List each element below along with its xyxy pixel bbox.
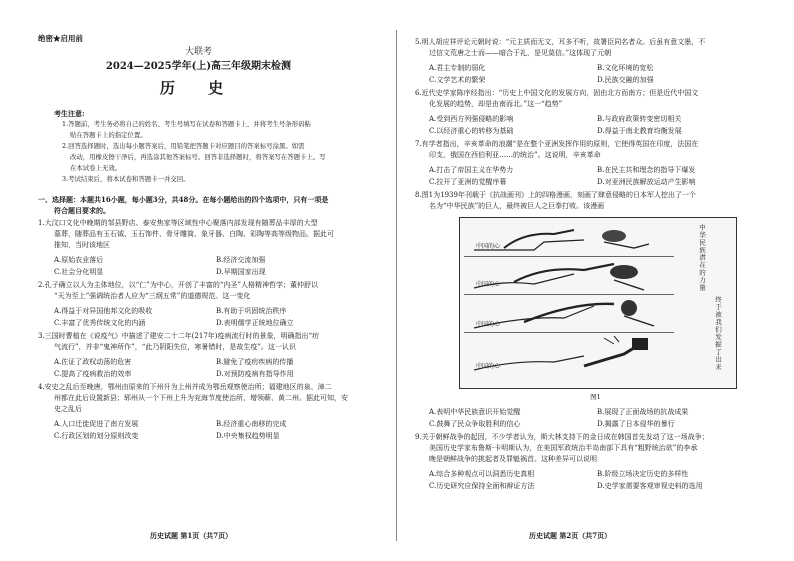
q5-option-b[interactable]: B.文化环境的宽松 xyxy=(597,64,654,72)
panel-label: 中国的心 xyxy=(476,363,501,370)
q6-stem: 化发展的趋势，却是由南而北。”这一“趋势” xyxy=(429,100,563,108)
page-footer: 历史试题 第1页（共7页） xyxy=(150,531,233,540)
panel-label: 中国的心 xyxy=(476,243,501,250)
q9-stem: 9.关于朝鲜战争的起因，不少学者认为，斯大林支持下的金日成在韩国首先发动了这一场战争； xyxy=(415,433,709,441)
panel-label: 中国的心 xyxy=(476,281,501,288)
q3-option-a[interactable]: A.佐证了政权动荡的危害 xyxy=(54,358,132,366)
q3-stem: 气流行”，并非“鬼神所作”，“此乃阴阳失位，寒暑错时，是故生疫”。这一认识 xyxy=(54,343,296,351)
q3-option-c[interactable]: C.提高了疫病救治的效率 xyxy=(54,370,132,378)
q4-option-a[interactable]: A.人口迁徙促进了南方发展 xyxy=(54,420,139,428)
q1-stem: 墓葬，随葬品有玉石钺、玉石饰件、骨牙雕筒、象牙器、白陶、彩陶等高等级物品。据此可 xyxy=(54,230,334,238)
q9-option-c[interactable]: C.历史研究应保持全面和辩证方法 xyxy=(429,482,535,490)
q2-option-c[interactable]: C.丰富了优秀传统文化的内涵 xyxy=(54,319,146,327)
q9-stem: 晚是朝鲜战争的挑起者及罪魁祸首。这种差异可以说明 xyxy=(429,455,597,463)
q3-stem: 3.三国时曹植在《说疫气》中描述了建安二十二年(217年)疫病流行时的景象，明确指出“疠 xyxy=(38,332,320,340)
q8-stem: 8.图1为1939年刊载于《抗战画刊》上的四格漫画，刻画了肆意侵略的日本军人挖出了一个 xyxy=(415,191,696,199)
q9-option-d[interactable]: D.史学家需要客观审视史料的选用 xyxy=(597,482,703,490)
subject-title: 历 史 xyxy=(159,79,238,97)
q2-option-b[interactable]: B.有助于巩固统治秩序 xyxy=(216,307,287,315)
q1-option-d[interactable]: D.早期国家出现 xyxy=(216,268,266,276)
q9-stem: 美国历史学家布鲁斯·卡明斯认为，在美国军政统治半岛南部下具有“粗野统治欲”的李承 xyxy=(429,444,698,452)
q5-stem: 5.明人胡应祥评论元朝时说：“元主质而无文，耳多不听，故署臣同名者众。后虽有意文墨，不 xyxy=(415,38,706,46)
exam-year: 2024—2025学年(上)高三年级期末检测 xyxy=(105,61,292,72)
q7-option-d[interactable]: D.对亚洲民族解放运动产生影响 xyxy=(597,178,696,186)
notice-line: 贴在答题卡上的指定位置。 xyxy=(70,131,147,139)
q7-option-a[interactable]: A.打击了帝国主义在华势力 xyxy=(429,166,514,174)
q2-option-d[interactable]: D.表明儒学正统地位确立 xyxy=(216,319,294,327)
q7-option-b[interactable]: B.在民主共和理念的指导下爆发 xyxy=(597,166,696,174)
q5-option-a[interactable]: A.君主专制的弱化 xyxy=(429,64,486,72)
figure-label: 图1 xyxy=(590,393,601,401)
section-header: 一、选择题：本题共16小题，每小题3分，共48分。在每小题给出的四个选项中，只有一项是 xyxy=(38,195,329,204)
q8-option-d[interactable]: D.揭露了日本侵华的暴行 xyxy=(597,420,675,428)
q4-option-b[interactable]: B.经济重心南移的完成 xyxy=(216,420,287,428)
q8-option-c[interactable]: C.鼓舞了民众争取胜利的信心 xyxy=(429,420,521,428)
figure-caption: 中华民族潜在的力量 xyxy=(698,224,706,292)
figure-caption: 终于被我们发掘了出来 xyxy=(714,296,722,371)
q2-stem: “天为至上”强调统治者人应为“三纲五常”的道德规范。这一变化 xyxy=(54,292,251,300)
notice-title: 考生注意: xyxy=(54,109,85,118)
q1-option-a[interactable]: A.原始农业落后 xyxy=(54,256,104,264)
q1-stem: 1.大汶口文化中晚期的邹县野店、泰安焦家等区域性中心聚落内部发现有随葬品丰厚的大型 xyxy=(38,219,318,227)
q1-option-b[interactable]: B.经济交流加强 xyxy=(216,256,266,264)
page-footer: 历史试题 第2页（共7页） xyxy=(529,531,612,540)
q9-option-a[interactable]: A.综合多种观点可以洞悉历史真相 xyxy=(429,470,535,478)
q4-stem: 州都在此后设置新县；郓州从一个下州上升为兖海节度使治所，增领蕲、黄二州。据此可知，安 xyxy=(54,394,348,402)
q4-option-d[interactable]: D.中央集权趋势明显 xyxy=(216,432,280,440)
cartoon-panel-1 xyxy=(464,222,674,257)
q7-stem: 印支，俄国在西伯利亚……的统治”。这说明，辛亥革命 xyxy=(429,151,601,159)
q4-stem: 4.安史之乱后至晚唐，鄂州由原来的下州升为上州并成为鄂岳观察使治所；福建地区的泉、漳二 xyxy=(38,383,332,391)
q9-option-b[interactable]: B.阶级立场决定历史的多样性 xyxy=(597,470,689,478)
q3-option-b[interactable]: B.避免了疫疠疾病的传播 xyxy=(216,358,294,366)
q6-option-c[interactable]: C.以经济重心的转移为基础 xyxy=(429,127,514,135)
notice-line: 1.答题前，考生务必将自己的姓名、考生号填写在试卷和答题卡上，并将考生号条形码粘 xyxy=(62,120,311,128)
q7-option-c[interactable]: C.拉开了亚洲的觉醒序幕 xyxy=(429,178,507,186)
notice-line: 3.考试结束后，将本试卷和答题卡一并交回。 xyxy=(62,175,190,183)
q5-stem: 过信文荒唐之士而——暗合于礼，是见莫信。”这体现了元朝 xyxy=(429,49,612,57)
q1-option-c[interactable]: C.社会分化明显 xyxy=(54,268,104,276)
q6-option-b[interactable]: B.与政府政策转变密切相关 xyxy=(597,115,682,123)
secret-label: 绝密★启用前 xyxy=(38,34,83,43)
cartoon-figure xyxy=(459,217,737,389)
q1-stem: 推知，当时该地区 xyxy=(54,241,110,249)
q3-option-d[interactable]: D.对预防疫病有指导作用 xyxy=(216,370,294,378)
q8-option-b[interactable]: B.展现了正面战场的抗战成果 xyxy=(597,408,689,416)
q6-stem: 6.近代史学家陈序经指出：“历史上中国文化的发展方向，固由北方而南方；但是近代中国文 xyxy=(415,89,699,97)
q7-stem: 7.有学者指出，辛亥革命的浪潮“是在整个亚洲发挥作用的原则，它使得英国在印度，法国在 xyxy=(415,140,699,148)
panel-label: 中国的心 xyxy=(476,321,501,328)
exam-name: 大联考 xyxy=(184,47,212,57)
notice-line: 2.回答选择题时，选出每小题答案后，用铅笔把答题卡对应题目的答案标号涂黑。如需 xyxy=(62,142,305,150)
q5-option-c[interactable]: C.文学艺术的繁荣 xyxy=(429,76,486,84)
q8-option-a[interactable]: A.表明中华民族意识开始觉醒 xyxy=(429,408,521,416)
page-2 xyxy=(397,0,794,561)
q6-option-d[interactable]: D.得益于南北教育均衡发展 xyxy=(597,127,682,135)
cartoon-panel-3 xyxy=(464,298,674,333)
q4-option-c[interactable]: C.行政区划的划分原则改变 xyxy=(54,432,139,440)
q2-stem: 2.孔子确立以人为主体地位，以“仁”为中心，开创了丰富的“内圣”人格精神哲学；董仲舒以 xyxy=(38,281,318,289)
q6-option-a[interactable]: A.受到西方列强侵略的影响 xyxy=(429,115,514,123)
q5-option-d[interactable]: D.民族交融的加强 xyxy=(597,76,654,84)
section-header-cont: 符合题目要求的。 xyxy=(54,206,110,215)
q2-option-a[interactable]: A.得益于对异国他邦文化的吸收 xyxy=(54,307,153,315)
q8-stem: 名为“中华民族”的巨人，最终被巨人之巨拳打败。该漫画 xyxy=(429,202,605,210)
q4-stem: 史之乱后 xyxy=(54,405,82,413)
notice-line: 在本试卷上无效。 xyxy=(70,164,122,172)
notice-line: 改动，用橡皮擦干净后，再选涂其他答案标号。回答非选择题时，将答案写在答题卡上。写 xyxy=(70,153,326,161)
cartoon-panel-2 xyxy=(464,260,674,295)
cartoon-panel-4 xyxy=(464,336,674,370)
